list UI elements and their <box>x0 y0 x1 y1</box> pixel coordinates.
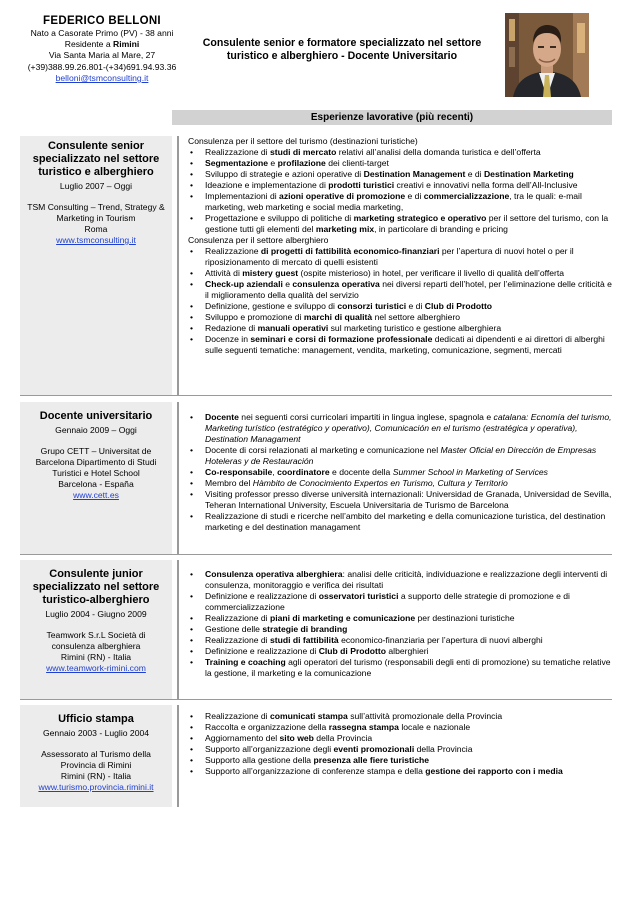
bullet-text: sull’attività promozionale della Provincia <box>347 711 503 721</box>
bullet-list <box>188 412 612 533</box>
column-divider <box>177 705 179 807</box>
bullet-text: Implementazioni di <box>205 191 280 201</box>
bullet-text: Realizzazione <box>205 246 261 256</box>
bullet-text: Realizzazione di studi e ricerche nell’ambito del marketing e della comunicazione turistica, del destination marketing e del destination managament <box>205 511 606 532</box>
bullet-icon: • <box>190 733 194 743</box>
bullet-item <box>188 445 612 467</box>
bullet-text-italic: catalana: Ecnomía del turismo, Marketing turístico (estratégico y operativo), Comunicación en el turismo (estratégica y operativa), Destination Managament <box>205 412 612 444</box>
bullet-text: per l’apertura di nuovi hotel o per il riposizionamento di mercato di quelli esistenti <box>205 246 574 267</box>
bullet-text: per il settore del turismo, con la gestione tutti gli elementi del <box>205 213 609 234</box>
bullet-text: e docente della <box>329 467 393 477</box>
portrait-illustration <box>505 13 589 97</box>
bullet-icon: • <box>190 158 194 168</box>
bullet-text-bold: comunicati stampa <box>269 711 348 721</box>
bullet-item <box>188 511 612 533</box>
bullet-text: , tra le quali: e-mail marketing, web marketing e social media marketing, <box>205 191 582 212</box>
job-entry-tsm <box>20 136 612 395</box>
bullet-icon: • <box>190 180 194 190</box>
bullet-list <box>188 711 612 777</box>
bullet-icon: • <box>190 191 194 201</box>
bullet-text-bold: presenza alle fiere turistiche <box>313 755 430 765</box>
job-entry-teamwork <box>20 560 612 699</box>
job-role: Docente universitario <box>39 410 153 422</box>
bullet-item <box>188 755 612 766</box>
bullet-icon: • <box>190 246 194 256</box>
bullet-item <box>188 646 612 657</box>
bullet-text-bold: Destination Marketing <box>483 169 574 179</box>
bullet-text: Progettazione e sviluppo di politiche di <box>205 213 354 223</box>
bullet-item <box>188 213 612 235</box>
bullet-text: Ideazione e implementazione di <box>205 180 329 190</box>
bullet-text: sul marketing turistico e gestione alberghiera <box>328 323 502 333</box>
bullet-text-bold: consorzi turistici <box>337 301 407 311</box>
bullet-icon: • <box>190 635 194 645</box>
bullet-item <box>188 301 612 312</box>
bullet-text: a supporto delle strategie di promozione e di commercializzazione <box>205 591 570 612</box>
bullet-text: e <box>282 279 293 289</box>
bullet-text: nel settore alberghiero <box>372 312 461 322</box>
bullet-icon: • <box>190 657 194 667</box>
bullet-text-bold: marchi di qualità <box>303 312 373 322</box>
bullet-text: Gestione delle <box>205 624 263 634</box>
bullet-text-italic: Master Oficial en Dirección de Empresas Hoteleras y de Restauración <box>205 445 597 466</box>
bullet-text: Supporto alla gestione della <box>205 755 314 765</box>
bullet-text: Supporto all’organizzazione degli <box>205 744 334 754</box>
bullet-icon: • <box>190 646 194 656</box>
bullet-item <box>188 191 612 213</box>
job-company: Grupo CETT – Universitat de Barcelona Dipartimento di Studi Turistici e Hotel School <box>35 446 157 478</box>
bullet-icon: • <box>190 467 194 477</box>
job-summary <box>20 402 172 554</box>
bullet-item <box>188 147 612 158</box>
row-divider <box>20 554 612 556</box>
bullet-text: , <box>272 467 278 477</box>
row-divider <box>20 395 612 397</box>
bullet-text-bold: Docente <box>205 412 239 422</box>
bullet-text-bold: Segmentazione <box>205 158 269 168</box>
job-intro: Consulenza per il settore del turismo (destinazioni turistiche) <box>188 136 418 146</box>
bullet-item <box>188 635 612 646</box>
bullet-text: Realizzazione di <box>205 711 270 721</box>
bullet-item <box>188 744 612 755</box>
column-divider <box>177 136 179 395</box>
bullet-icon: • <box>190 268 194 278</box>
bullet-text: economico-finanziaria per l’apertura di nuovi alberghi <box>338 635 543 645</box>
bullet-text-bold: profilazione <box>277 158 326 168</box>
residence-city: Rimini <box>113 39 140 50</box>
bullet-text: della Provincia <box>414 744 473 754</box>
contact-block <box>22 14 182 84</box>
bullet-text: : analisi delle criticità, individuazione e realizzazione degli interventi di consulenza, monitoraggio e verifica dei risultati <box>205 569 608 590</box>
bullet-text-bold: gestione dei rapporto con i media <box>425 766 563 776</box>
job-role: Consulente senior specializzato nel settore turistico e alberghiero <box>32 140 160 178</box>
bullet-text-bold: prodotti turistici <box>328 180 395 190</box>
bullet-text-bold: osservatori turistici <box>318 591 399 601</box>
column-divider <box>177 402 179 554</box>
job-details <box>188 136 612 356</box>
bullet-item <box>188 158 612 169</box>
birth-info: Nato a Casorate Primo (PV) - 38 anni <box>30 28 174 38</box>
job-details <box>188 569 612 679</box>
bullet-text: Supporto all’organizzazione di conferenze stampa e della <box>205 766 426 776</box>
bullet-item <box>188 412 612 445</box>
bullet-list <box>188 246 612 356</box>
bullet-item <box>188 169 612 180</box>
bullet-text-bold: Training e coaching <box>205 657 286 667</box>
bullet-text-italic: Summer School in Marketing of Services <box>392 467 548 477</box>
bullet-text-bold: di progetti di fattibilità economico-finanziari <box>260 246 440 256</box>
bullet-text: Visiting professor presso diverse università internazionali: Universidad de Granada, Universidad de Sevilla, Teheran International University, Escuela Universitaria de Turismo de Barcelona <box>205 489 612 510</box>
bullet-text-bold: consulenza operativa <box>292 279 380 289</box>
section-title-experience: Esperienze lavorative (più recenti) <box>172 110 612 125</box>
bullet-text: , in particolare di branding e pricing <box>374 224 508 234</box>
bullet-icon: • <box>190 213 194 223</box>
bullet-text-bold: azioni operative di promozione <box>279 191 406 201</box>
bullet-icon: • <box>190 755 194 765</box>
job-period: Gennaio 2009 – Oggi <box>55 425 137 435</box>
bullet-item <box>188 323 612 334</box>
bullet-text-bold: coordinatore <box>277 467 330 477</box>
bullet-item <box>188 569 612 591</box>
bullet-text: Definizione e realizzazione di <box>205 591 319 601</box>
candidate-name: FEDERICO BELLONI <box>43 15 161 27</box>
job-summary <box>20 705 172 807</box>
bullet-list <box>188 147 612 235</box>
job-company: TSM Consulting – Trend, Strategy & Marketing in Tourism <box>27 202 165 223</box>
job-role: Ufficio stampa <box>58 713 134 725</box>
bullet-text: Docente di corsi relazionati al marketing e comunicazione nel <box>205 445 441 455</box>
bullet-text: dei clienti-target <box>325 158 389 168</box>
bullet-text-bold: rassegna stampa <box>328 722 399 732</box>
bullet-icon: • <box>190 445 194 455</box>
bullet-item <box>188 722 612 733</box>
bullet-text-bold: seminari e corsi di formazione professionale <box>250 334 433 344</box>
bullet-text-bold: Destination Management <box>363 169 466 179</box>
bullet-text-bold: studi di fattibilità <box>269 635 339 645</box>
phone-numbers: (+39)388.99.26.801-(+34)691.94.93.36 <box>27 61 177 72</box>
job-period: Luglio 2004 - Giugno 2009 <box>45 609 147 619</box>
bullet-text: Realizzazione di <box>205 613 270 623</box>
job-entry-provincia <box>20 705 612 807</box>
job-website-link[interactable]: www.teamwork-rimini.com <box>46 663 146 673</box>
bullet-text: nei seguenti corsi curricolari impartiti in lingua inglese, spagnola e <box>238 412 494 422</box>
bullet-icon: • <box>190 711 194 721</box>
bullet-item <box>188 624 612 635</box>
bullet-text-bold: Check-up aziendali <box>205 279 283 289</box>
bullet-text-bold: Co-responsabile <box>205 467 273 477</box>
bullet-text: agli operatori del turismo (responsabili degli enti di promozione) su tematiche relative la gestione, il marketing e la comunicazione <box>205 657 611 678</box>
residence-info <box>22 39 182 50</box>
bullet-text-bold: marketing mix <box>315 224 375 234</box>
bullet-text: della Provincia <box>313 733 373 743</box>
bullet-text-bold: Consulenza operativa alberghiera <box>205 569 343 579</box>
bullet-text-bold: eventi promozionali <box>333 744 415 754</box>
bullet-text: alberghieri <box>386 646 429 656</box>
bullet-item <box>188 766 612 777</box>
bullet-item <box>188 334 612 356</box>
bullet-icon: • <box>190 591 194 601</box>
bullet-icon: • <box>190 511 194 521</box>
job-details <box>188 412 612 533</box>
job-website-link[interactable]: www.turismo.provincia.rimini.it <box>38 782 154 792</box>
bullet-icon: • <box>190 147 194 157</box>
job-website-link[interactable]: www.cett.es <box>73 490 119 500</box>
email-link[interactable]: belloni@tsmconsulting.it <box>55 72 149 83</box>
job-company: Assessorato al Turismo della Provincia di Rimini <box>41 749 151 770</box>
bullet-text-bold: studi di mercato <box>269 147 337 157</box>
bullet-icon: • <box>190 722 194 732</box>
bullet-text: creativi e innovativi nella forma dell’All-Inclusive <box>394 180 578 190</box>
bullet-item <box>188 180 612 191</box>
job-period: Luglio 2007 – Oggi <box>59 181 133 191</box>
bullet-item <box>188 657 612 679</box>
job-location: Rimini (RN) - Italia <box>60 771 132 781</box>
bullet-icon: • <box>190 169 194 179</box>
bullet-text-bold: Club di Prodotto <box>318 646 387 656</box>
bullet-icon: • <box>190 766 194 776</box>
bullet-text: Definizione e realizzazione di <box>205 646 319 656</box>
row-divider <box>20 699 612 701</box>
bullet-text-bold: manuali operativi <box>257 323 329 333</box>
bullet-item <box>188 733 612 744</box>
bullet-icon: • <box>190 624 194 634</box>
bullet-icon: • <box>190 613 194 623</box>
address: Via Santa Maria al Mare, 27 <box>48 50 156 61</box>
bullet-icon: • <box>190 301 194 311</box>
bullet-icon: • <box>190 489 194 499</box>
bullet-item <box>188 279 612 301</box>
bullet-text-bold: mistery guest <box>242 268 299 278</box>
bullet-text: Redazione di <box>205 323 258 333</box>
bullet-item <box>188 467 612 478</box>
bullet-icon: • <box>190 744 194 754</box>
bullet-icon: • <box>190 312 194 322</box>
bullet-item <box>188 711 612 722</box>
job-intro: Consulenza per il settore alberghiero <box>188 235 329 245</box>
bullet-text: locale e nazionale <box>398 722 471 732</box>
job-location: Barcelona - España <box>58 479 134 489</box>
bullet-text-bold: commercializzazione <box>423 191 510 201</box>
job-website-link[interactable]: www.tsmconsulting.it <box>56 235 136 245</box>
bullet-text: Realizzazione di <box>205 147 270 157</box>
job-company: Teamwork S.r.L Società di consulenza alberghiera <box>46 630 146 651</box>
bullet-item <box>188 489 612 511</box>
bullet-text: e di <box>465 169 484 179</box>
job-location: Rimini (RN) - Italia <box>60 652 132 662</box>
bullet-icon: • <box>190 279 194 289</box>
bullet-text-bold: Club di Prodotto <box>424 301 493 311</box>
column-divider <box>177 560 179 699</box>
bullet-text: per destinazioni turistiche <box>415 613 515 623</box>
bullet-list <box>188 569 612 679</box>
bullet-text-bold: strategie di branding <box>262 624 348 634</box>
job-location: Roma <box>84 224 108 234</box>
bullet-text: Aggiornamento del <box>205 733 280 743</box>
bullet-text: (ospite misterioso) in hotel, per verificare il livello di qualità dell’offerta <box>298 268 565 278</box>
bullet-icon: • <box>190 323 194 333</box>
bullet-text: Realizzazione di <box>205 635 270 645</box>
bullet-item <box>188 613 612 624</box>
bullet-text: e di <box>405 191 424 201</box>
bullet-text: Definizione, gestione e sviluppo di <box>205 301 338 311</box>
profile-photo <box>505 13 589 97</box>
bullet-text: Docenze in <box>205 334 251 344</box>
bullet-icon: • <box>190 334 194 344</box>
bullet-text: Sviluppo e promozione di <box>205 312 304 322</box>
bullet-text: e <box>268 158 278 168</box>
job-period: Gennaio 2003 - Luglio 2004 <box>42 728 150 738</box>
job-summary <box>20 560 172 699</box>
bullet-text-italic: Hàmbito de Conocimiento Expertos en Turismo, Cultura y Territorio <box>252 478 508 488</box>
bullet-item <box>188 246 612 268</box>
job-details <box>188 711 612 777</box>
job-entry-cett <box>20 402 612 554</box>
bullet-item <box>188 312 612 323</box>
bullet-item <box>188 591 612 613</box>
bullet-text: Sviluppo di strategie e azioni operative di <box>205 169 364 179</box>
bullet-text: dedicati ai dipendenti e ai direttori di alberghi sulle seguenti tematiche: management, vendita, marketing, comunicazione, segmenti, mercati <box>205 334 605 355</box>
bullet-text: Attività di <box>205 268 243 278</box>
bullet-item <box>188 478 612 489</box>
bullet-text-bold: sito web <box>279 733 314 743</box>
bullet-icon: • <box>190 569 194 579</box>
professional-headline: Consulente senior e formatore specializzato nel settore turistico e alberghiero - Docente Universitario <box>202 37 482 63</box>
bullet-text: relativi all’analisi della domanda turistica e dell’offerta <box>336 147 541 157</box>
job-summary <box>20 136 172 395</box>
bullet-icon: • <box>190 412 194 422</box>
residence-prefix: Residente a <box>64 39 113 50</box>
bullet-text-bold: piani di marketing e comunicazione <box>269 613 416 623</box>
bullet-text: nei diversi reparti dell’hotel, per l’eliminazione delle criticità e il miglioramento della qualità del servizio <box>205 279 612 300</box>
bullet-text: Raccolta e organizzazione della <box>205 722 329 732</box>
bullet-text: Membro del <box>205 478 253 488</box>
bullet-text-bold: marketing strategico e operativo <box>353 213 487 223</box>
bullet-text: e di <box>406 301 425 311</box>
bullet-item <box>188 268 612 279</box>
bullet-icon: • <box>190 478 194 488</box>
job-role: Consulente junior specializzato nel settore turistico-alberghiero <box>32 568 160 606</box>
